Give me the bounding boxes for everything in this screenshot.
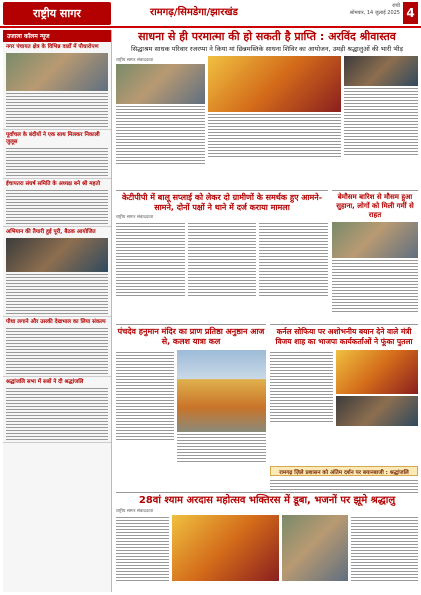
story-shyam-festival xyxy=(116,492,418,592)
article-body xyxy=(332,260,418,312)
story-rain xyxy=(332,190,418,322)
story-headline: केटीपीपी में बालू सप्लाई को लेकर दो ग्रामीणों के समर्थक हुए आमने-सामने, दोनों पक्षों ने थाने में दर्ज कराया मामला xyxy=(121,193,323,212)
article-body xyxy=(270,480,418,490)
masthead xyxy=(0,0,421,28)
notice-body xyxy=(270,478,418,492)
newspaper-logo: राष्ट्रीय सागर xyxy=(3,2,111,25)
story-temple xyxy=(116,324,266,490)
story-headline: कर्नल सोफिया पर अशोभनीय बयान देने वाले मंत्री विजय शाह का भाजपा कार्यकर्ताओं ने फूंका पुतला xyxy=(275,327,413,346)
news-photo xyxy=(6,53,108,91)
left-news-headline: ईचापतरा संघर्ष समिति के अध्यक्ष बने श्री महतो xyxy=(6,181,101,187)
notice-strip: रामगढ़ ज़िले प्रशासन को अंतिम दर्शन पर बयानबाजी : श्रद्धांजलि xyxy=(270,466,418,476)
byline: राष्ट्रीय सागर संवाददाता xyxy=(116,215,154,220)
news-photo xyxy=(332,222,418,258)
article-body xyxy=(116,106,205,164)
story-sand-supply xyxy=(116,190,328,322)
temple-photo xyxy=(177,350,266,432)
article-body xyxy=(6,274,108,314)
story-headline: 28वां श्याम अरदास महोत्सव भक्तिरस में डूबा, भजनों पर झूमे श्रद्धालु xyxy=(138,495,396,506)
story-headline: बेमौसम बारिश से मौसम हुआ सुहाना, लोगों को मिली गर्मी से राहत xyxy=(336,193,414,219)
article-body xyxy=(351,517,418,581)
article-body xyxy=(116,352,174,440)
news-photo xyxy=(116,64,205,104)
left-column-header: उजाला कॉलम न्यूज xyxy=(3,30,111,42)
news-photo xyxy=(336,396,418,426)
main-news-area xyxy=(116,30,418,592)
left-news-item xyxy=(3,377,111,443)
edition-date: सोमवार, 14 जुलाई 2025 xyxy=(349,10,400,16)
left-news-column xyxy=(3,30,112,592)
section-title: रामगढ़/सिमडेगा/झारखंड xyxy=(150,7,238,18)
article-body xyxy=(177,434,266,462)
article-body xyxy=(116,517,169,581)
left-news-headline: पौधा लगाने और उसकी देखभाल का लिया संकल्प xyxy=(6,319,106,325)
lead-subheadline: सिद्धाश्रम साधक परिवार रजरप्पा ने किया मां छिन्नमस्तिके साधना शिविर का आयोजन, उमड़ी श्रद्धालुओं की भारी भीड़ xyxy=(131,45,403,53)
article-body xyxy=(270,352,333,422)
left-news-item xyxy=(3,130,111,179)
left-news-headline: नगर पंचायत क्षेत्र के विभिन्न वार्डों में पौधारोपण xyxy=(6,44,99,50)
news-photo xyxy=(344,56,418,86)
news-photo xyxy=(336,350,418,394)
byline: राष्ट्रीय सागर संवाददाता xyxy=(116,509,154,514)
article-body xyxy=(6,388,108,440)
left-news-item xyxy=(3,42,111,130)
story-headline: पंचदेव हनुमान मंदिर का प्राण प्रतिष्ठा अनुष्ठान आज से, कलश यात्रा कल xyxy=(117,327,265,346)
edition-meta xyxy=(330,3,400,17)
left-news-item xyxy=(3,179,111,227)
story-effigy xyxy=(270,324,418,464)
article-body xyxy=(6,328,108,374)
festival-photo xyxy=(282,515,349,581)
left-news-headline: पूर्वांचल के बंदीयों ने एक साथ मिलकर निकाली जुलूस xyxy=(6,132,100,145)
left-news-headline: श्रद्धांजलि सभा में सबों ने दी श्रद्धांजलि xyxy=(6,379,84,385)
article-body xyxy=(259,223,328,296)
article-body xyxy=(208,114,341,157)
festival-photo xyxy=(172,515,279,581)
left-news-item xyxy=(3,317,111,377)
article-body xyxy=(344,88,418,155)
lead-story xyxy=(116,30,418,190)
article-body xyxy=(6,190,108,224)
article-body xyxy=(6,148,108,176)
article-body xyxy=(116,223,185,296)
article-body xyxy=(6,93,108,127)
left-news-item xyxy=(3,227,111,317)
news-photo xyxy=(6,238,108,272)
byline: राष्ट्रीय सागर संवाददाता xyxy=(116,58,154,63)
page-number: 4 xyxy=(403,2,418,24)
article-body xyxy=(188,223,257,296)
edition-city: रांची xyxy=(392,3,400,9)
lead-headline: साधना से ही परमात्मा की हो सकती है प्राप्ति : अरविंद श्रीवास्तव xyxy=(138,30,396,43)
news-photo xyxy=(208,56,341,112)
left-news-headline: अभियान की तैयारी हुई पूरी, बैठक आयोजित xyxy=(6,229,96,235)
